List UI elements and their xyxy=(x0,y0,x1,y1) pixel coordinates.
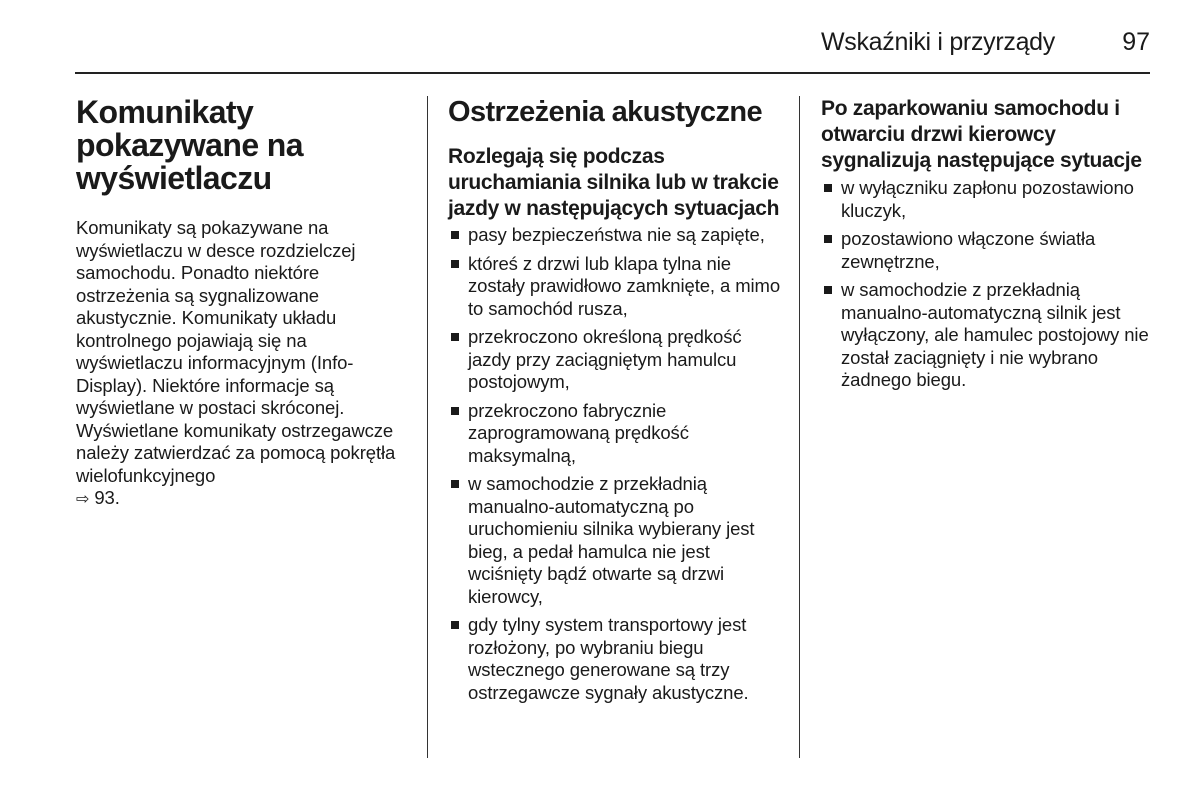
list-item: w wyłączniku zapłonu pozostawiono kluczyk, xyxy=(821,177,1161,222)
list-item: w samochodzie z przekładnią manualno-automatyczną po uruchomieniu silnika wybierany jest bieg, a pedał hamulca nie jest wciśnięty bądź otwarte są drzwi kierowcy, xyxy=(448,473,788,608)
list-item: przekroczono fabrycznie zaprogramowaną prędkość maksymalną, xyxy=(448,400,788,468)
bullet-icon xyxy=(824,286,832,294)
page-number: 97 xyxy=(1122,28,1150,56)
bullet-icon xyxy=(451,407,459,415)
list-item: przekroczono określoną prędkość jazdy przy zaciągniętym hamulcu postojowym, xyxy=(448,326,788,394)
subsection-heading: Rozlegają się podczas uruchamiania silnika lub w trakcie jazdy w następujących sytuacjach xyxy=(448,145,780,220)
bullet-icon xyxy=(451,231,459,239)
column-divider xyxy=(427,96,428,758)
column-left xyxy=(76,96,416,512)
bullet-list xyxy=(448,224,788,704)
subsection-heading: Po zaparkowaniu samochodu i otwarciu drzwi kierowcy sygnalizują następujące sytuacje xyxy=(821,97,1142,172)
page-reference[interactable]: 93. xyxy=(94,487,120,508)
list-item: pasy bezpieczeństwa nie są zapięte, xyxy=(448,224,788,247)
column-divider xyxy=(799,96,800,758)
bullet-icon xyxy=(824,184,832,192)
section-heading: Ostrzeżenia akustyczne xyxy=(448,96,762,128)
body-paragraph xyxy=(76,217,416,512)
list-item: w samochodzie z przekładnią manualno-automatyczną silnik jest wyłączony, ale hamulec postojowy nie został zaciągnięty i nie wybrano żadnego biegu. xyxy=(821,279,1161,392)
bullet-list xyxy=(821,177,1161,392)
bullet-icon xyxy=(451,260,459,268)
list-item: gdy tylny system transportowy jest rozłożony, po wybraniu biegu wstecznego generowane są trzy ostrzegawcze sygnały akustyczne. xyxy=(448,614,788,704)
list-item: pozostawiono włączone światła zewnętrzne, xyxy=(821,228,1161,273)
bullet-icon xyxy=(451,621,459,629)
section-heading: Komunikaty pokazywane na wyświetlaczu xyxy=(76,94,303,196)
bullet-icon xyxy=(451,333,459,341)
column-middle xyxy=(448,96,788,710)
section-title: Wskaźniki i przyrządy xyxy=(820,28,1055,56)
page-header xyxy=(75,22,1150,74)
list-item: któreś z drzwi lub klapa tylna nie zostały prawidłowo zamknięte, a mimo to samochód rusza, xyxy=(448,253,788,321)
page-reference-arrow-icon: ⇨ xyxy=(76,491,90,508)
bullet-icon xyxy=(451,480,459,488)
bullet-icon xyxy=(824,235,832,243)
column-right xyxy=(821,96,1161,398)
body-text: Komunikaty są pokazywane na wyświetlaczu w desce rozdzielczej samochodu. Ponadto niektóre ostrzeżenia są sygnalizowane akustycznie. Komunikaty układu kontrolnego pojawiają się na wyświetlaczu informacyjnym (Info-Display). Niektóre informacje są wyświetlane w postaci skróconej. Wyświetlane komunikaty ostrzegawcze należy zatwierdzać za pomocą pokrętła wielofunkcyjnego xyxy=(76,217,396,486)
